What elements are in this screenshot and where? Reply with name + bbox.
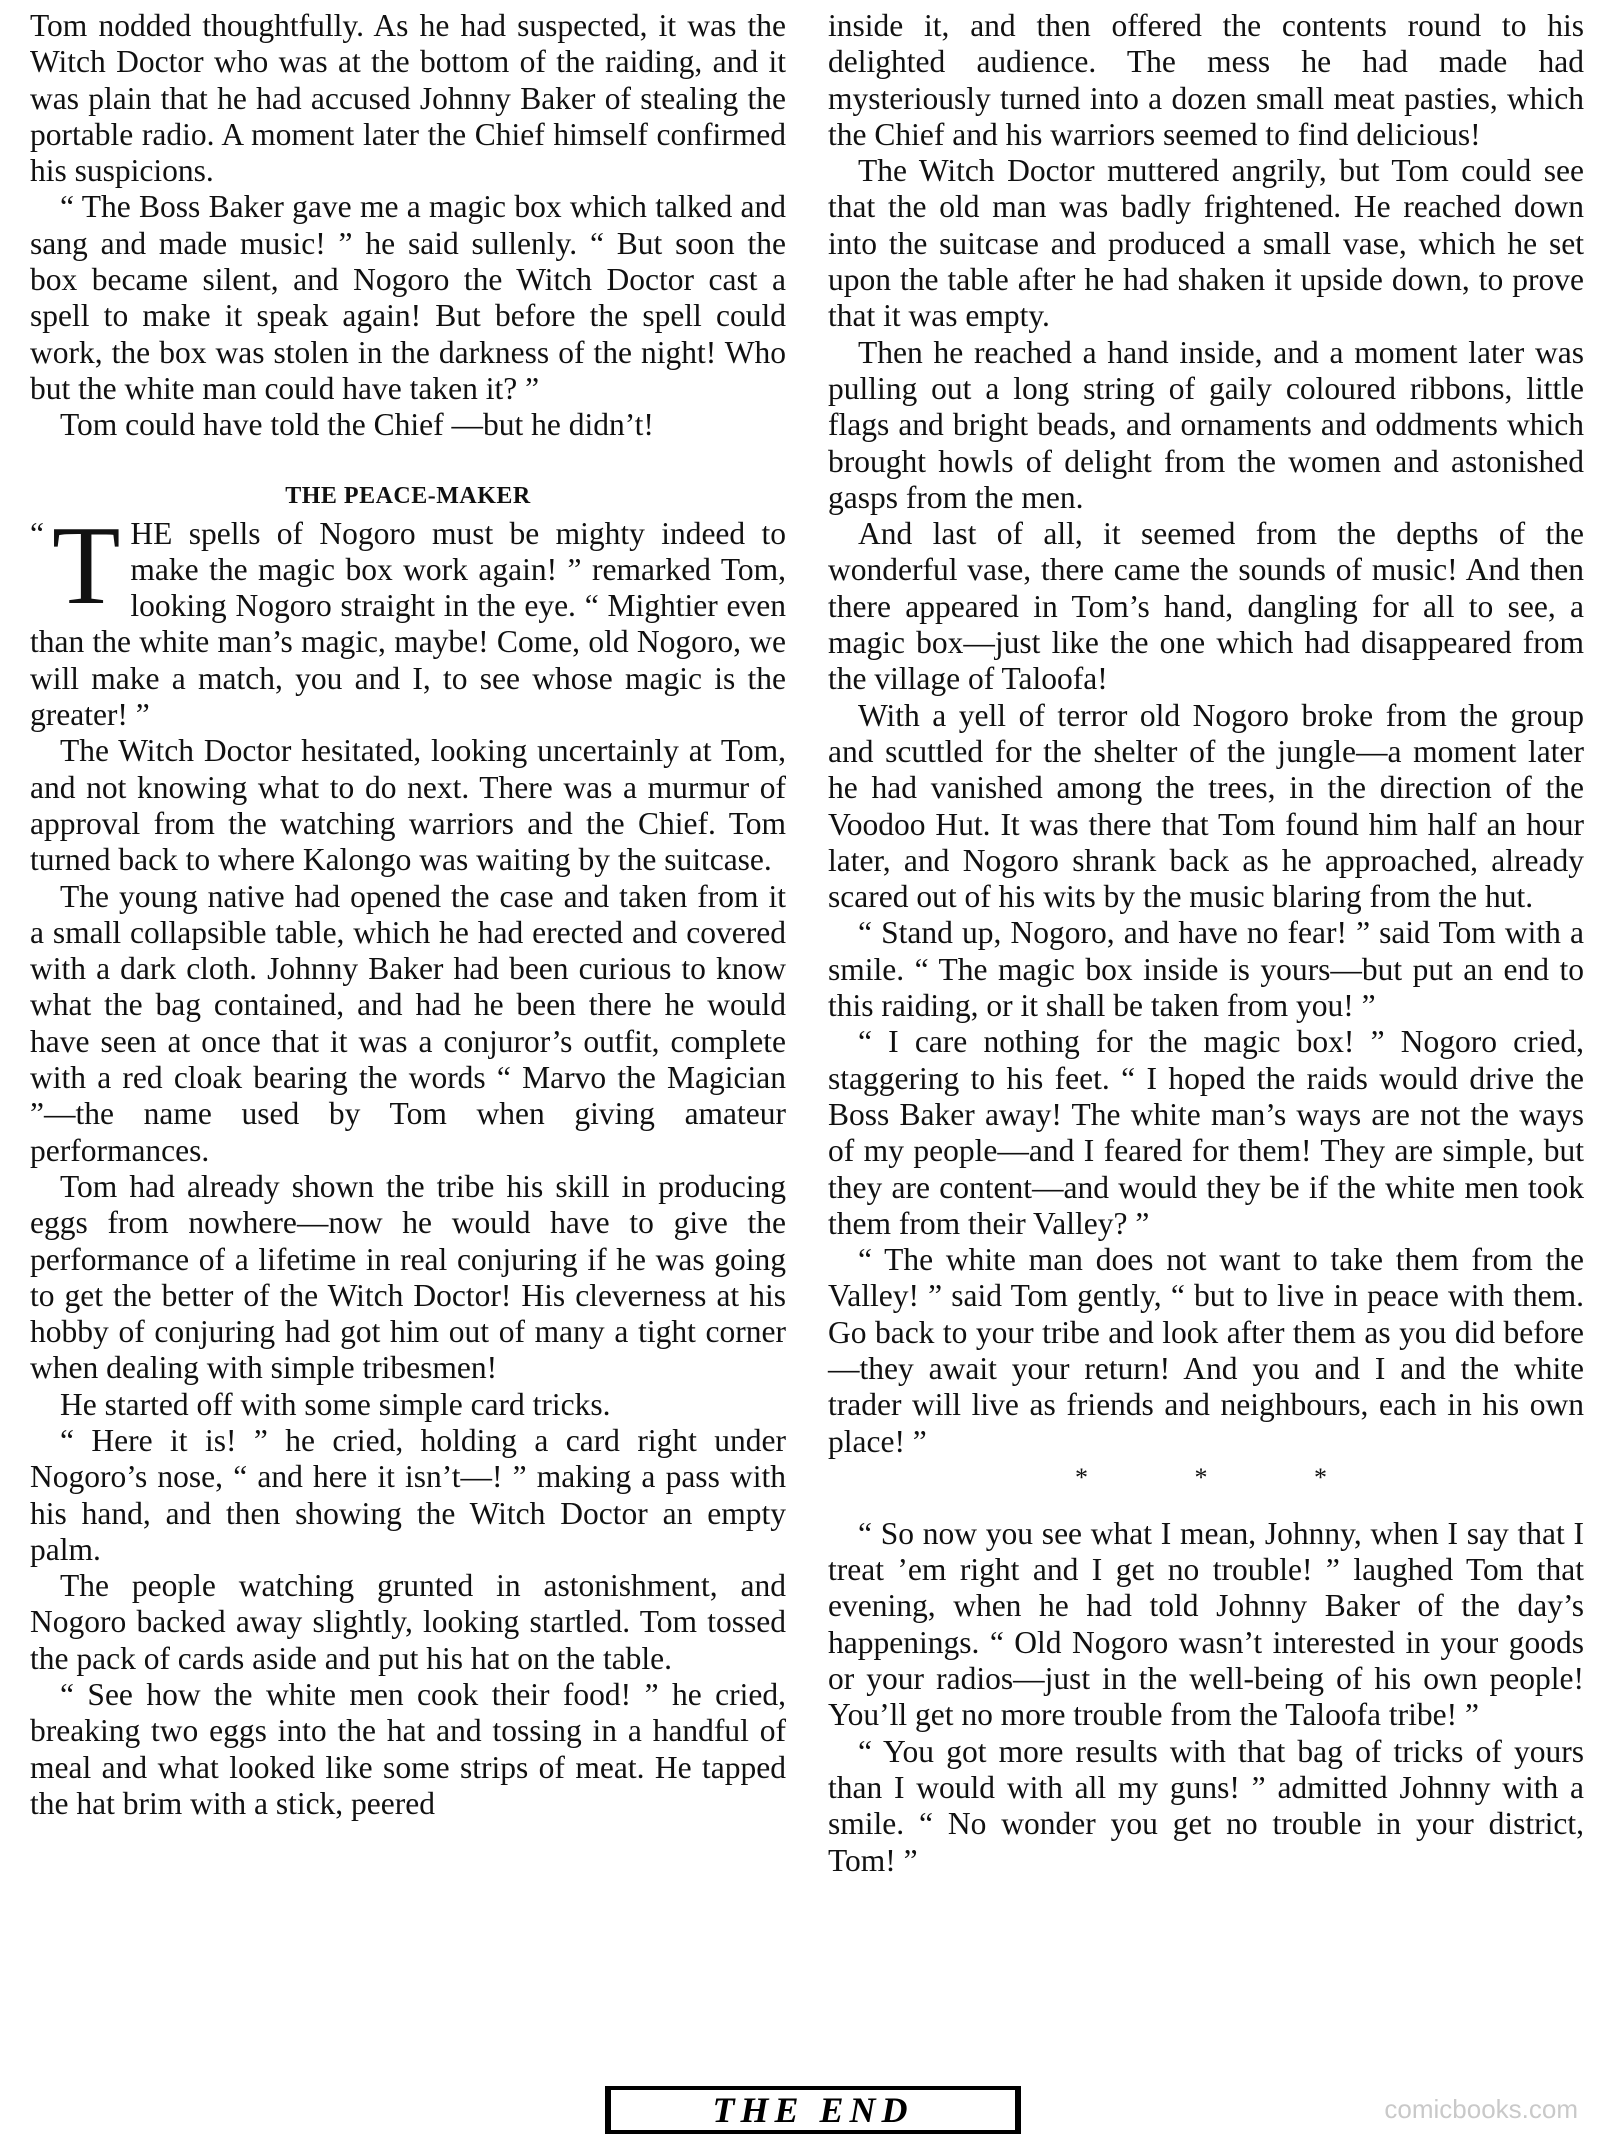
- paragraph: “ So now you see what I mean, Johnny, when I say that I treat ’em right and I get no trouble! ” laughed Tom that evening, when he had told Johnny Baker of the day’s happenings. “ Old Nogoro wasn’t interested in your goods or your radios—just in the well-being of his own people! You’ll get no more trouble from the Taloofa tribe! ”: [828, 1515, 1584, 1733]
- paragraph: Then he reached a hand inside, and a moment later was pulling out a long string of gaily coloured ribbons, little flags and bright beads, and ornaments and oddments which brought howls of delight from the women and astonished gasps from the men.: [828, 334, 1584, 515]
- paragraph-text: HE spells of Nogoro must be mighty indeed to make the magic box work again! ” remarked Tom, looking Nogoro straight in the eye. “ Mightier even than the white man’s magic, maybe! Come, old Nogoro, we will make a match, you and I, to see whose magic is the greater! ”: [30, 515, 786, 733]
- paragraph: “ See how the white men cook their food! ” he cried, breaking two eggs into the hat and tossing in a handful of meal and what looked like some strips of meat. He tapped the hat brim with a stick, peered: [30, 1677, 786, 1821]
- paragraph: “ Stand up, Nogoro, and have no fear! ” said Tom with a smile. “ The magic box inside is yours—but put an end to this raiding, or it shall be taken from you! ”: [828, 915, 1584, 1024]
- paragraph: The Witch Doctor hesitated, looking uncertainly at Tom, and not knowing what to do next. There was a murmur of approval from the watching warriors and the Chief. Tom turned back to where Kalongo was waiting by the suitcase.: [30, 733, 786, 878]
- paragraph: inside it, and then offered the contents round to his delighted audience. The mess he had made had mysteriously turned into a dozen small meat pasties, which the Chief and his warriors seemed to find delicious!: [828, 8, 1584, 152]
- the-end-banner: [605, 2086, 1021, 2134]
- page-spread: [30, 8, 1585, 2058]
- paragraph-dropcap: [30, 503, 786, 734]
- left-column: [30, 8, 786, 2058]
- section-heading: THE PEACE-MAKER: [285, 482, 531, 509]
- paragraph: Tom could have told the Chief —but he didn’t!: [60, 407, 654, 443]
- drop-cap-quote: “: [30, 515, 44, 551]
- spacer: [828, 1496, 1584, 1516]
- paragraph: And last of all, it seemed from the depths of the wonderful vase, there came the sounds of music! And then there appeared in Tom’s hand, dangling for all to see, a magic box—just like the one which had disappeared from the village of Taloofa!: [828, 516, 1584, 697]
- paragraph: The young native had opened the case and taken from it a small collapsible table, which he had erected and covered with a dark cloth. Johnny Baker had been curious to know what the bag contained, and had he been there he would have seen at once that it was a conjuror’s outfit, complete with a red cloak bearing the words “ Marvo the Magician ”—the name used by Tom when giving amateur performances.: [30, 878, 786, 1168]
- paragraph: With a yell of terror old Nogoro broke from the group and scuttled for the shelter of the jungle—a moment later he had vanished among the trees, in the direction of the Voodoo Hut. It was there that Tom found him half an hour later, and Nogoro shrank back as he approached, already scared out of his wits by the music blaring from the hut.: [828, 697, 1584, 915]
- paragraph: The people watching grunted in astonishment, and Nogoro backed away slightly, looking startled. Tom tossed the pack of cards aside and put his hat on the table.: [30, 1568, 786, 1676]
- the-end-label: THE END: [712, 2090, 914, 2130]
- watermark: comicbooks.com: [1384, 2094, 1578, 2124]
- paragraph: He started off with some simple card tricks.: [60, 1386, 611, 1422]
- paragraph: “ I care nothing for the magic box! ” Nogoro cried, staggering to his feet. “ I hoped the raids would drive the Boss Baker away! The white man’s ways are not the ways of my people—and I feared for them! They are simple, but they are content—and would they be if the white men took them from their Valley? ”: [828, 1024, 1584, 1241]
- paragraph: Tom nodded thoughtfully. As he had suspected, it was the Witch Doctor who was at the bottom of the raiding, and it was plain that he had accused Johnny Baker of stealing the portable radio. A moment later the Chief himself confirmed his suspicions.: [30, 8, 786, 189]
- right-column: [828, 8, 1584, 2058]
- paragraph: “ Here it is! ” he cried, holding a card right under Nogoro’s nose, “ and here it isn’t—! ” making a pass with his hand, and then showing the Witch Doctor an empty palm.: [30, 1422, 786, 1567]
- section-break-stars: * * *: [1075, 1462, 1377, 1492]
- paragraph: Tom had already shown the tribe his skill in producing eggs from nowhere—now he would have to give the performance of a lifetime in real conjuring if he was going to get the better of the Witch Doctor! His cleverness at his hobby of conjuring had got him out of many a tight corner when dealing with simple tribesmen!: [30, 1168, 786, 1386]
- drop-cap: T: [51, 503, 121, 628]
- paragraph: The Witch Doctor muttered angrily, but Tom could see that the old man was badly frightened. He reached down into the suitcase and produced a small vase, which he set upon the table after he had shaken it upside down, to prove that it was empty.: [828, 153, 1584, 334]
- paragraph: “ The white man does not want to take them from the Valley! ” said Tom gently, “ but to live in peace with them. Go back to your tribe and look after them as you did before—they await your return! And you and I and the white trader will live as friends and neighbours, each in his own place! ”: [828, 1242, 1584, 1459]
- paragraph: “ You got more results with that bag of tricks of yours than I would with all my guns! ” admitted Johnny with a smile. “ No wonder you get no trouble in your district, Tom! ”: [828, 1733, 1584, 1878]
- paragraph: “ The Boss Baker gave me a magic box which talked and sang and made music! ” he said sullenly. “ But soon the box became silent, and Nogoro the Witch Doctor cast a spell to make it speak again! But before the spell could work, the box was stolen in the darkness of the night! Who but the white man could have taken it? ”: [30, 189, 786, 406]
